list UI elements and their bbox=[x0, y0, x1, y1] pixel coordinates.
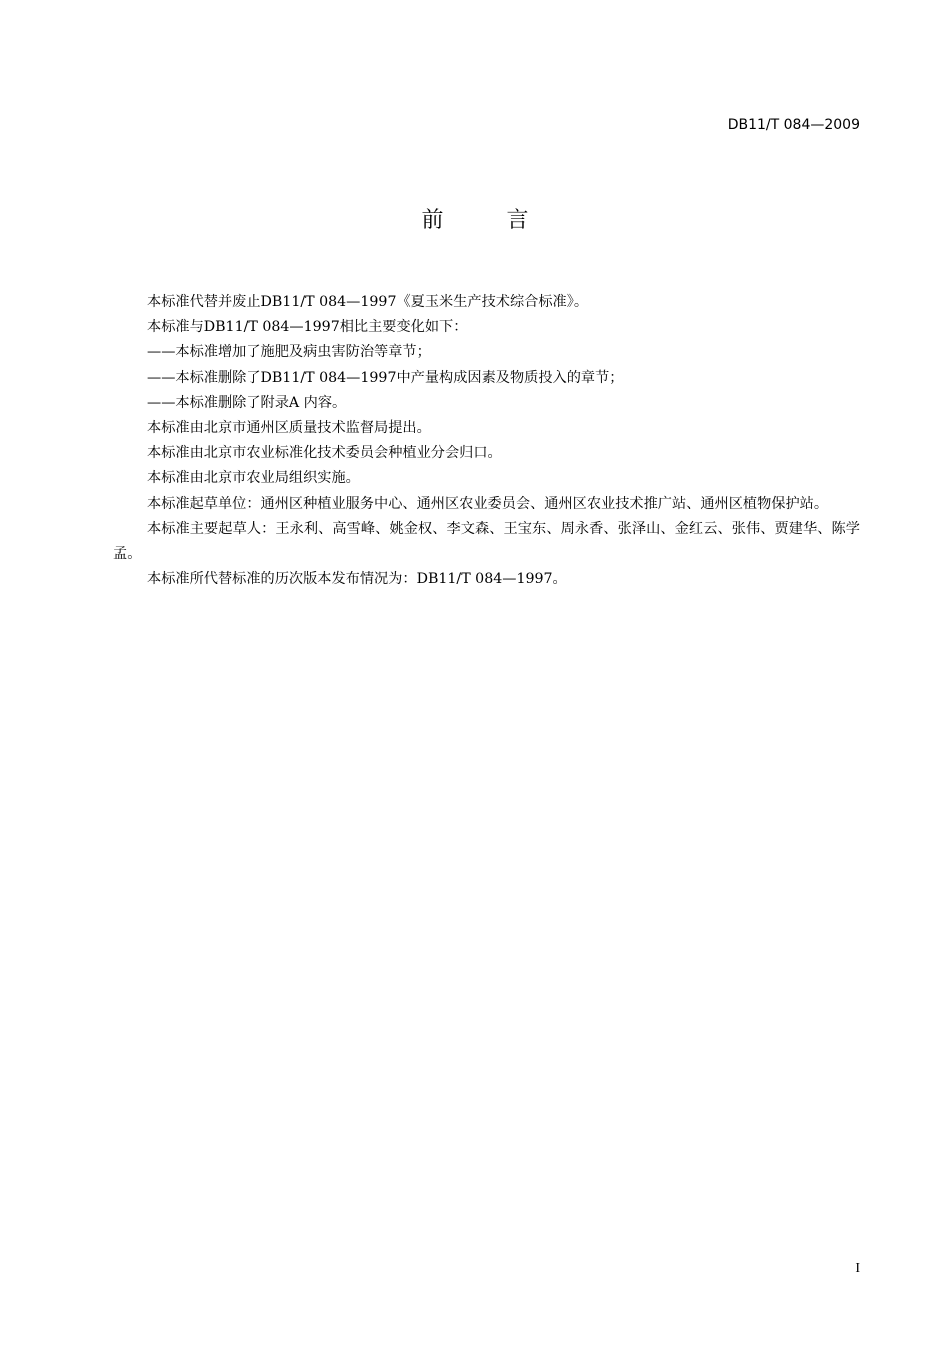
change-item: ——本标准删除了DB11/T 084—1997中产量构成因素及物质投入的章节； bbox=[147, 369, 624, 386]
change-item: ——本标准删除了附录A 内容。 bbox=[147, 394, 347, 411]
paragraph-drafting-units: 本标准起草单位：通州区种植业服务中心、通州区农业委员会、通州区农业技术推广站、通州区植物保护站。 bbox=[147, 495, 829, 512]
paragraph-proposer: 本标准由北京市通州区质量技术监督局提出。 bbox=[147, 420, 431, 437]
change-item: ——本标准增加了施肥及病虫害防治等章节； bbox=[147, 344, 431, 361]
paragraph-centralized: 本标准由北京市农业标准化技术委员会种植业分会归口。 bbox=[147, 445, 502, 462]
paragraph-drafters: 本标准主要起草人：王永利、高雪峰、姚金权、李文森、王宝东、周永香、张泽山、金红云、张伟、贾建华、陈学孟。 bbox=[113, 520, 860, 563]
paragraph-replacement: 本标准代替并废止DB11/T 084—1997《夏玉米生产技术综合标准》。 bbox=[147, 294, 589, 310]
paragraph-history: 本标准所代替标准的历次版本发布情况为：DB11/T 084—1997。 bbox=[147, 571, 567, 588]
page-number: I bbox=[855, 1261, 860, 1276]
page-title: 前 言 bbox=[421, 208, 557, 233]
paragraph-changes-intro: 本标准与DB11/T 084—1997相比主要变化如下： bbox=[147, 319, 468, 336]
paragraph-implementer: 本标准由北京市农业局组织实施。 bbox=[147, 470, 360, 487]
foreword-body bbox=[113, 290, 860, 592]
standard-code: DB11/T 084—2009 bbox=[727, 117, 860, 133]
